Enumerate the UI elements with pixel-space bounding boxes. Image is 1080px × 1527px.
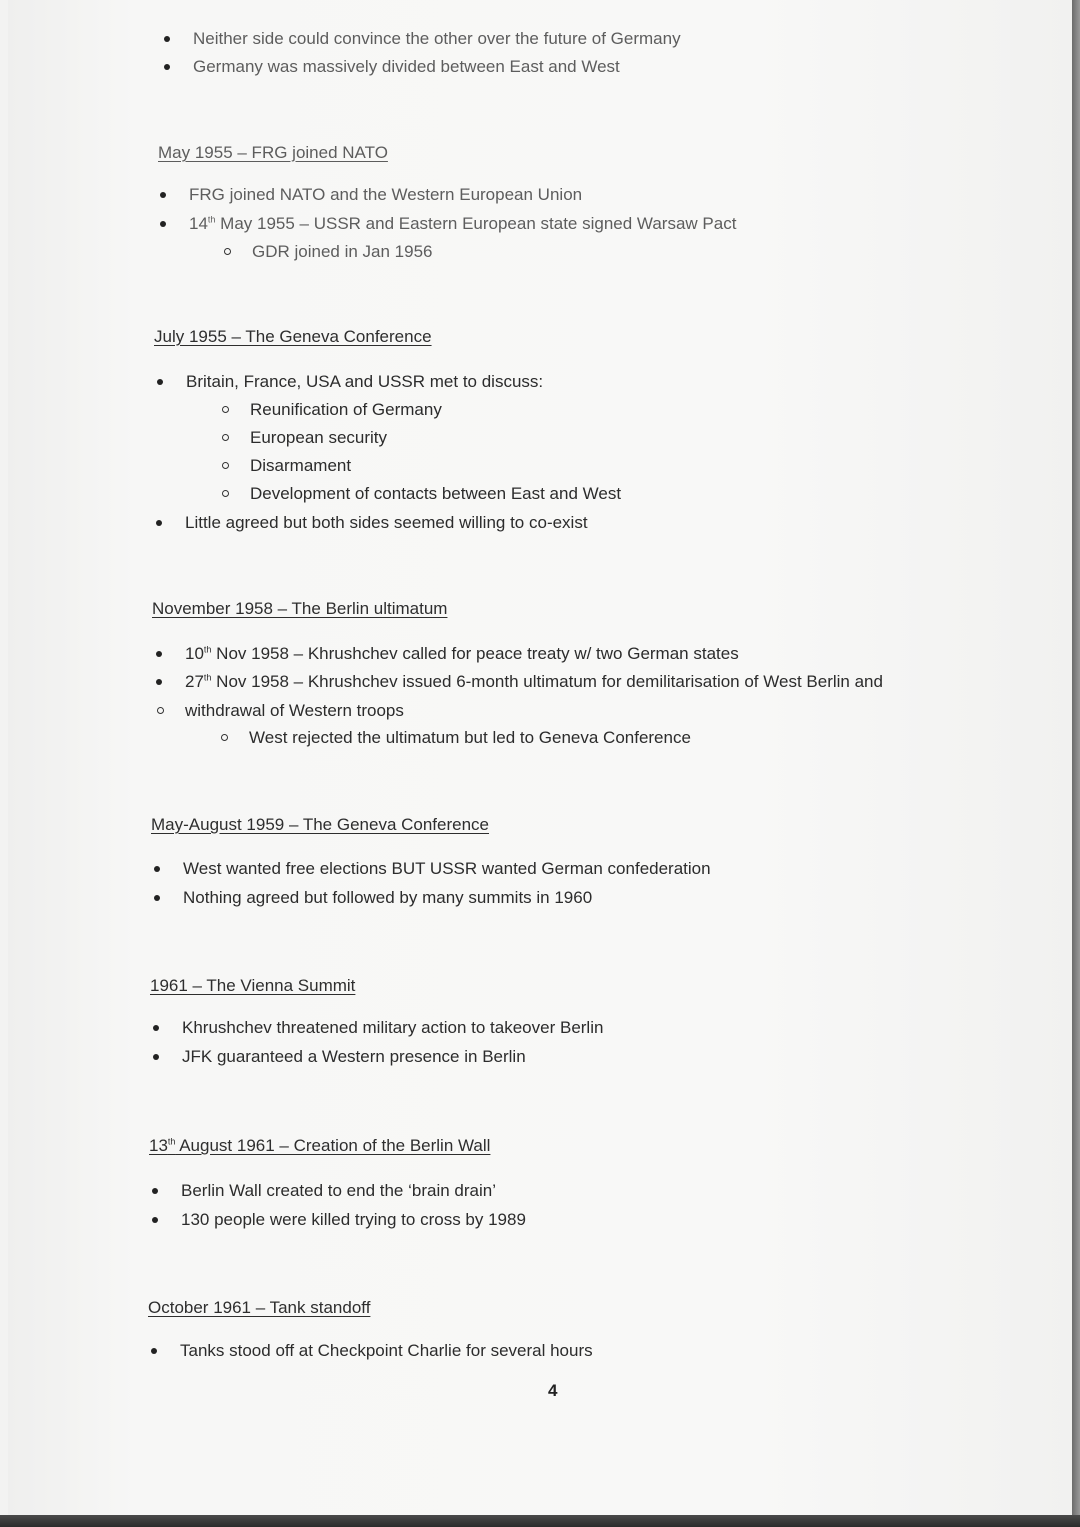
sub-reunification: Reunification of Germany (250, 396, 442, 424)
sub-west-rejected: West rejected the ultimatum but led to Geneva Conference (249, 724, 691, 752)
bullet-military-action: Khrushchev threatened military action to takeover Berlin (182, 1014, 603, 1042)
bullet-people-killed: 130 people were killed trying to cross by 1989 (181, 1206, 526, 1234)
section-heading-geneva-1955: July 1955 – The Geneva Conference (154, 327, 432, 346)
bullet-checkpoint-charlie: Tanks stood off at Checkpoint Charlie for several hours (180, 1337, 593, 1365)
section-heading-berlin-wall (149, 1136, 490, 1156)
bullet-warsaw-pact (189, 210, 736, 238)
date-day: 27 (185, 672, 204, 691)
sub-gdr-joined: GDR joined in Jan 1956 (252, 238, 433, 266)
page-bottom-edge (0, 1515, 1080, 1527)
bullet-ultimatum (185, 668, 883, 696)
ordinal-suffix: th (207, 214, 216, 225)
sub-european-security: European security (250, 424, 387, 452)
section-heading-tank-standoff: October 1961 – Tank standoff (148, 1298, 371, 1317)
section-heading-berlin-ultimatum: November 1958 – The Berlin ultimatum (152, 599, 448, 618)
ordinal-suffix: th (203, 672, 212, 683)
bullet-frg-joined: FRG joined NATO and the Western European Union (189, 181, 582, 209)
intro-bullet-2: Germany was massively divided between East and West (193, 53, 620, 81)
section-heading-vienna-summit: 1961 – The Vienna Summit (150, 976, 356, 995)
sub-contacts: Development of contacts between East and West (250, 480, 621, 508)
section-heading-frg-nato: May 1955 – FRG joined NATO (158, 143, 388, 162)
bullet-peace-treaty (185, 640, 739, 668)
bullet-free-elections: West wanted free elections BUT USSR wanted German confederation (183, 855, 711, 883)
bullet-text: Nov 1958 – Khrushchev issued 6-month ultimatum for demilitarisation of West Berlin and (211, 672, 883, 691)
bullet-jfk: JFK guaranteed a Western presence in Berlin (182, 1043, 526, 1071)
ordinal-suffix: th (167, 1136, 176, 1147)
bullet-text: Nov 1958 – Khrushchev called for peace treaty w/ two German states (211, 644, 739, 663)
intro-bullet-1: Neither side could convince the other over the future of Germany (193, 25, 681, 53)
continuation-withdrawal: withdrawal of Western troops (185, 697, 404, 725)
date-day: 10 (185, 644, 204, 663)
bullet-text: May 1955 – USSR and Eastern European state signed Warsaw Pact (215, 214, 737, 233)
date-day: 13 (149, 1136, 168, 1155)
sub-disarmament: Disarmament (250, 452, 351, 480)
ordinal-suffix: th (203, 644, 212, 655)
bullet-brain-drain: Berlin Wall created to end the ‘brain drain’ (181, 1177, 496, 1205)
document-page (8, 0, 1072, 1515)
heading-text: August 1961 – Creation of the Berlin Wall (175, 1136, 491, 1155)
page-edge-shadow (1072, 0, 1080, 1527)
section-heading-geneva-1959: May-August 1959 – The Geneva Conference (151, 815, 490, 834)
date-day: 14 (189, 214, 208, 233)
bullet-little-agreed: Little agreed but both sides seemed willing to co-exist (185, 509, 588, 537)
bullet-met-to-discuss: Britain, France, USA and USSR met to discuss: (186, 368, 543, 396)
page-number: 4 (548, 1381, 558, 1400)
bullet-nothing-agreed: Nothing agreed but followed by many summits in 1960 (183, 884, 592, 912)
